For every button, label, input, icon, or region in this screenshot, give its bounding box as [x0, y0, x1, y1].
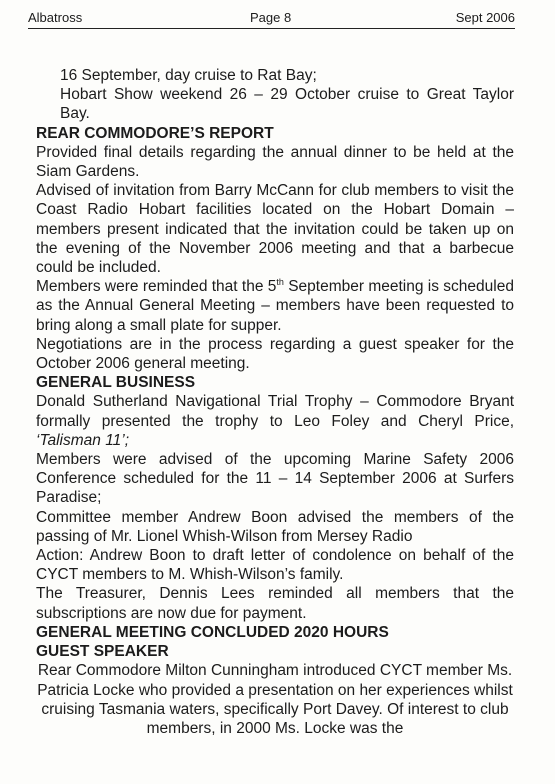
- guest-speaker-p1: Rear Commodore Milton Cunningham introduced CYCT member Ms. Patricia Locke who provided a presentation on her experiences whilst cruising Tasmania waters, specifically Port Davey. Of interest to club members, in 2000 Ms. Locke was the: [37, 662, 513, 737]
- rear-commodore-heading: REAR COMMODORE’S REPORT: [36, 124, 274, 142]
- intro-line-1: 16 September, day cruise to Rat Bay;: [60, 67, 317, 84]
- rear-commodore-p4: Negotiations are in the process regarding a guest speaker for the October 2006 general meeting.: [36, 335, 514, 373]
- rear-commodore-p3-text-cont: September meeting is scheduled as the Annual General Meeting – members have been requested to bring along a small plate for supper.: [36, 278, 514, 334]
- newsletter-name: Albatross: [28, 10, 83, 25]
- guest-speaker-heading: GUEST SPEAKER: [36, 643, 169, 661]
- boat-name: ‘Talisman 11’;: [36, 431, 130, 449]
- page-header: [28, 8, 515, 29]
- page-number: Page 8: [250, 10, 292, 25]
- rear-commodore-p2: Advised of invitation from Barry McCann for club members to visit the Coast Radio Hobart facilities located on the Hobart Domain – members present indicated that the invitation could be taken up on the evening of the November 2006 meeting and that a barbecue could be included.: [36, 182, 514, 277]
- issue-date: Sept 2006: [455, 10, 515, 25]
- ordinal-suffix: th: [276, 277, 284, 288]
- meeting-concluded-heading: GENERAL MEETING CONCLUDED 2020 HOURS: [36, 623, 389, 641]
- rear-commodore-p3: [36, 277, 514, 335]
- rear-commodore-p1: Provided final details regarding the annual dinner to be held at the Siam Gardens.: [36, 143, 514, 181]
- general-business-p1-text: Donald Sutherland Navigational Trial Trophy – Commodore Bryant formally presented the trophy to Leo Foley and Cheryl Price,: [36, 393, 514, 430]
- page-content: [36, 66, 514, 738]
- general-business-p1: [36, 392, 514, 450]
- general-business-p2: Members were advised of the upcoming Marine Safety 2006 Conference scheduled for the 11 – 14 September 2006 at Surfers Paradise;: [36, 451, 514, 507]
- intro-line-2: Hobart Show weekend 26 – 29 October cruise to Great Taylor Bay.: [60, 86, 514, 123]
- general-business-p4: Action: Andrew Boon to draft letter of condolence on behalf of the CYCT members to M. Whish-Wilson’s family.: [36, 547, 514, 584]
- general-business-heading: GENERAL BUSINESS: [36, 374, 196, 392]
- general-business-p3: Committee member Andrew Boon advised the members of the passing of Mr. Lionel Whish-Wilson from Mersey Radio: [36, 508, 514, 545]
- rear-commodore-p3-text: Members were reminded that the 5: [36, 278, 277, 296]
- general-business-p5: The Treasurer, Dennis Lees reminded all members that the subscriptions are now due for payment.: [36, 585, 514, 622]
